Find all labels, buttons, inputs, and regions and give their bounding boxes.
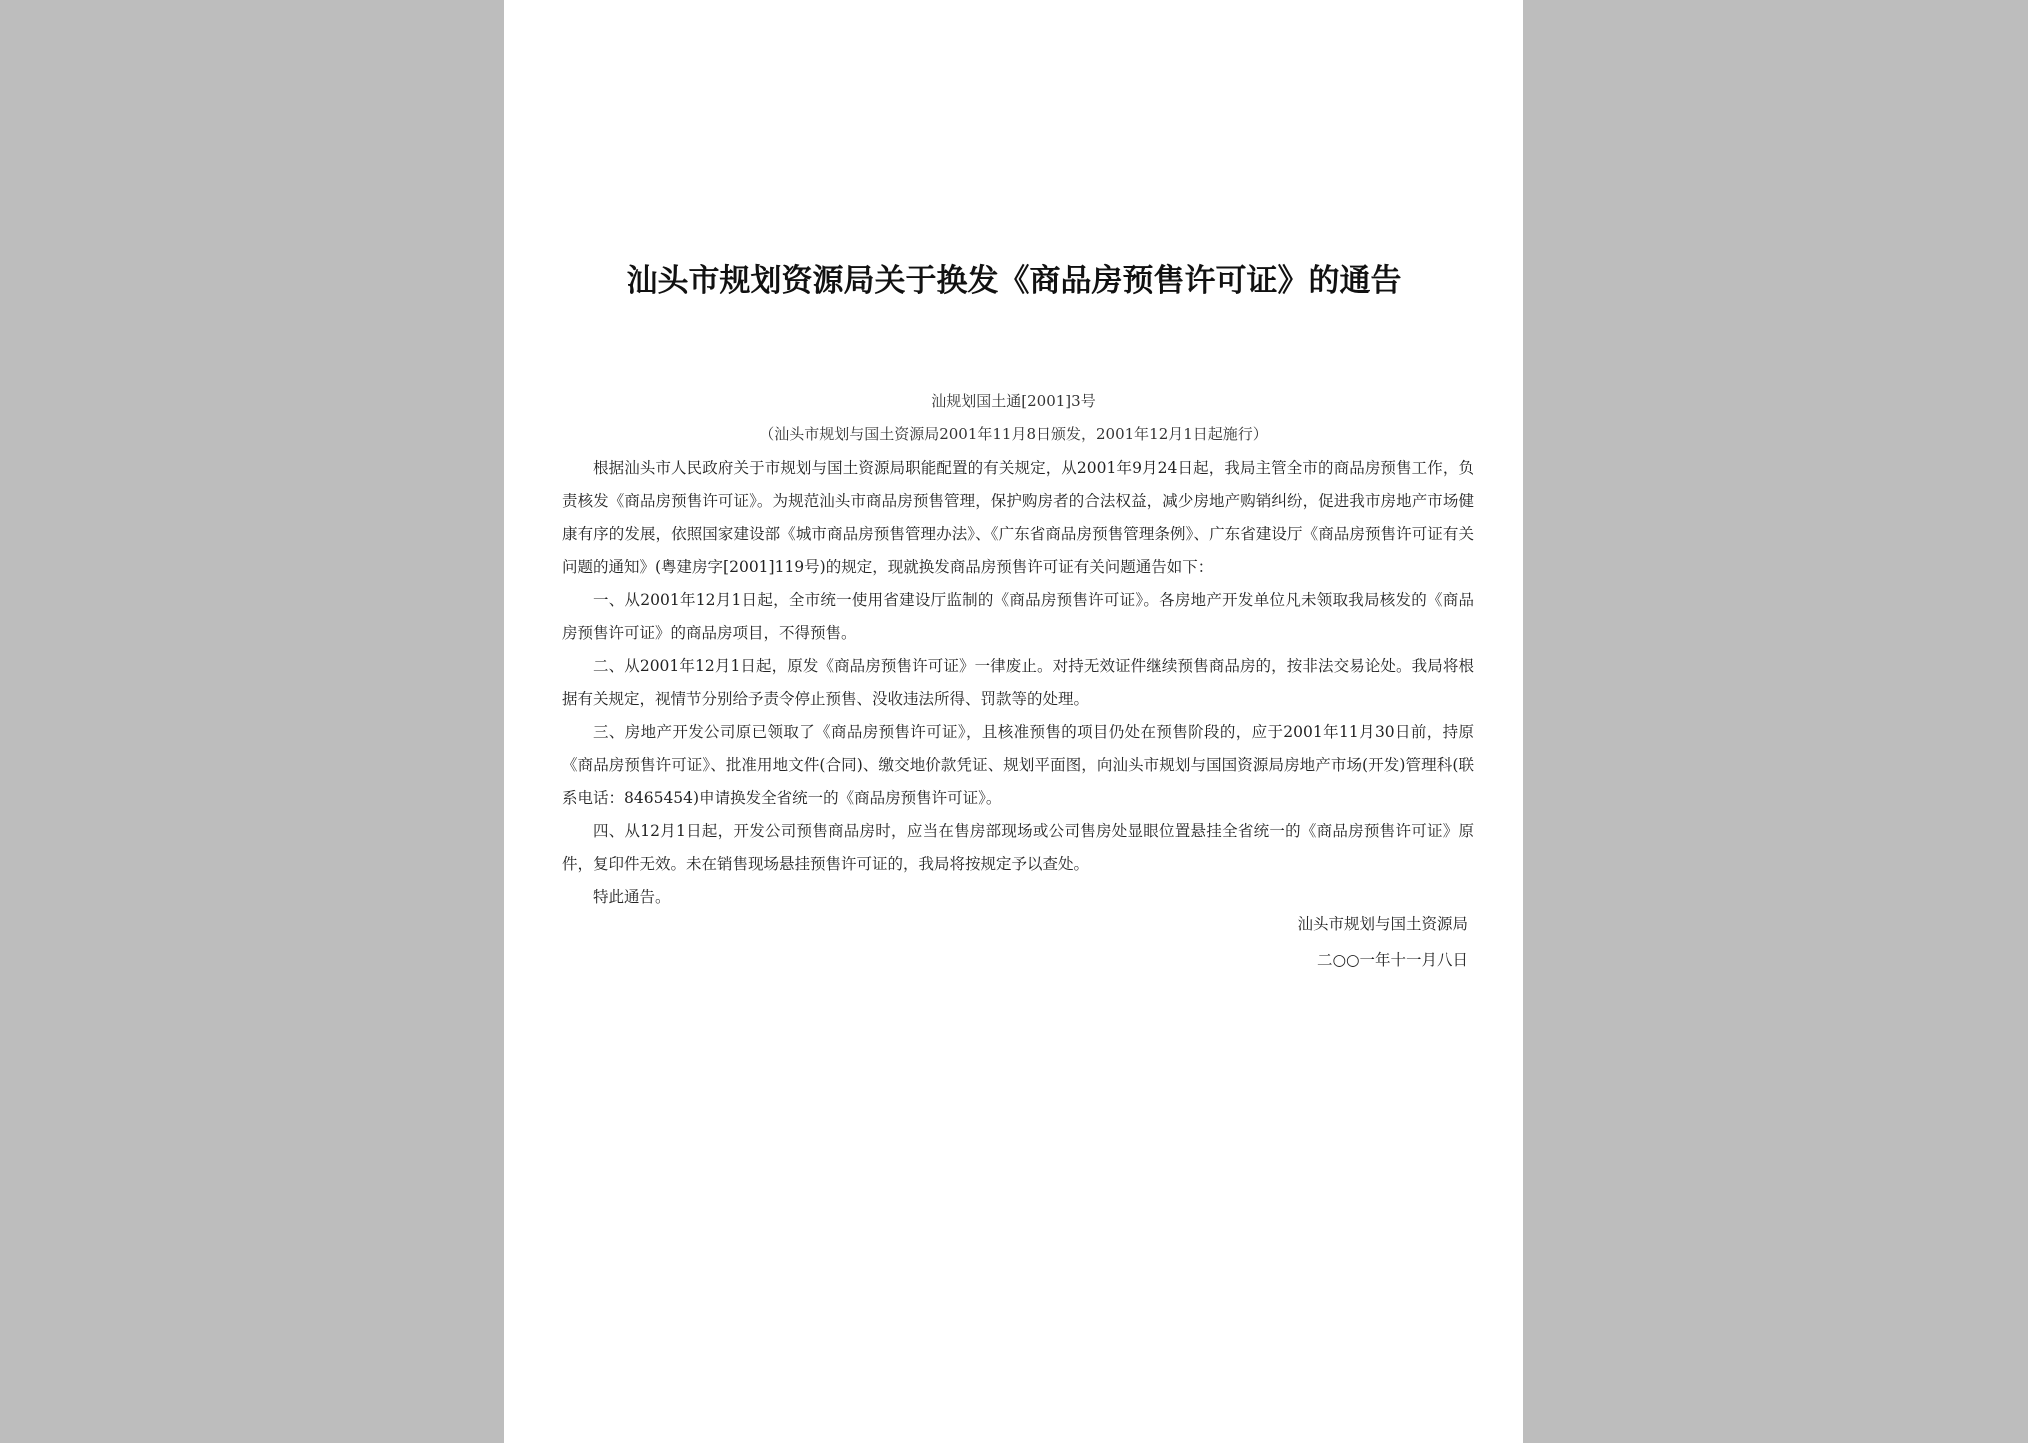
paragraph-item-3: 三、房地产开发公司原已领取了《商品房预售许可证》，且核准预售的项目仍处在预售阶段的，应于2001年11月30日前，持原《商品房预售许可证》、批准用地文件(合同)、缴交地价款凭证、规划平面图，向汕头市规划与国国资源局房地产市场(开发)管理科(联系电话：8465454)申请换发全省统一的《商品房预售许可证》。 <box>562 723 1474 807</box>
document-body <box>562 452 1474 914</box>
paragraph-item-4: 四、从12月1日起，开发公司预售商品房时，应当在售房部现场或公司售房处显眼位置悬挂全省统一的《商品房预售许可证》原件，复印件无效。未在销售现场悬挂预售许可证的，我局将按规定予以查处。 <box>562 822 1474 873</box>
document-number: 汕规划国土通[2001]3号 <box>931 392 1096 410</box>
paragraph-preamble: 根据汕头市人民政府关于市规划与国土资源局职能配置的有关规定，从2001年9月24日起，我局主管全市的商品房预售工作，负责核发《商品房预售许可证》。为规范汕头市商品房预售管理，保护购房者的合法权益，减少房地产购销纠纷，促进我市房地产市场健康有序的发展，依照国家建设部《城市商品房预售管理办法》、《广东省商品房预售管理条例》、广东省建设厅《商品房预售许可证有关问题的通知》(粤建房字[2001]119号)的规定，现就换发商品房预售许可证有关问题通告如下： <box>562 459 1474 576</box>
signature-date: 二○○一年十一月八日 <box>1316 951 1468 969</box>
issued-note: （汕头市规划与国土资源局2001年11月8日颁发，2001年12月1日起施行） <box>759 425 1268 443</box>
document-page <box>504 0 1523 1443</box>
paragraph-item-1: 一、从2001年12月1日起，全市统一使用省建设厅监制的《商品房预售许可证》。各房地产开发单位凡未领取我局核发的《商品房预售许可证》的商品房项目，不得预售。 <box>562 591 1474 642</box>
signature-organization: 汕头市规划与国土资源局 <box>1297 915 1468 933</box>
page-title: 汕头市规划资源局关于换发《商品房预售许可证》的通告 <box>626 263 1402 299</box>
paragraph-item-2: 二、从2001年12月1日起，原发《商品房预售许可证》一律废止。对持无效证件继续预售商品房的，按非法交易论处。我局将根据有关规定，视情节分别给予责令停止预售、没收违法所得、罚款等的处理。 <box>562 657 1474 708</box>
paragraph-closing: 特此通告。 <box>593 888 671 906</box>
